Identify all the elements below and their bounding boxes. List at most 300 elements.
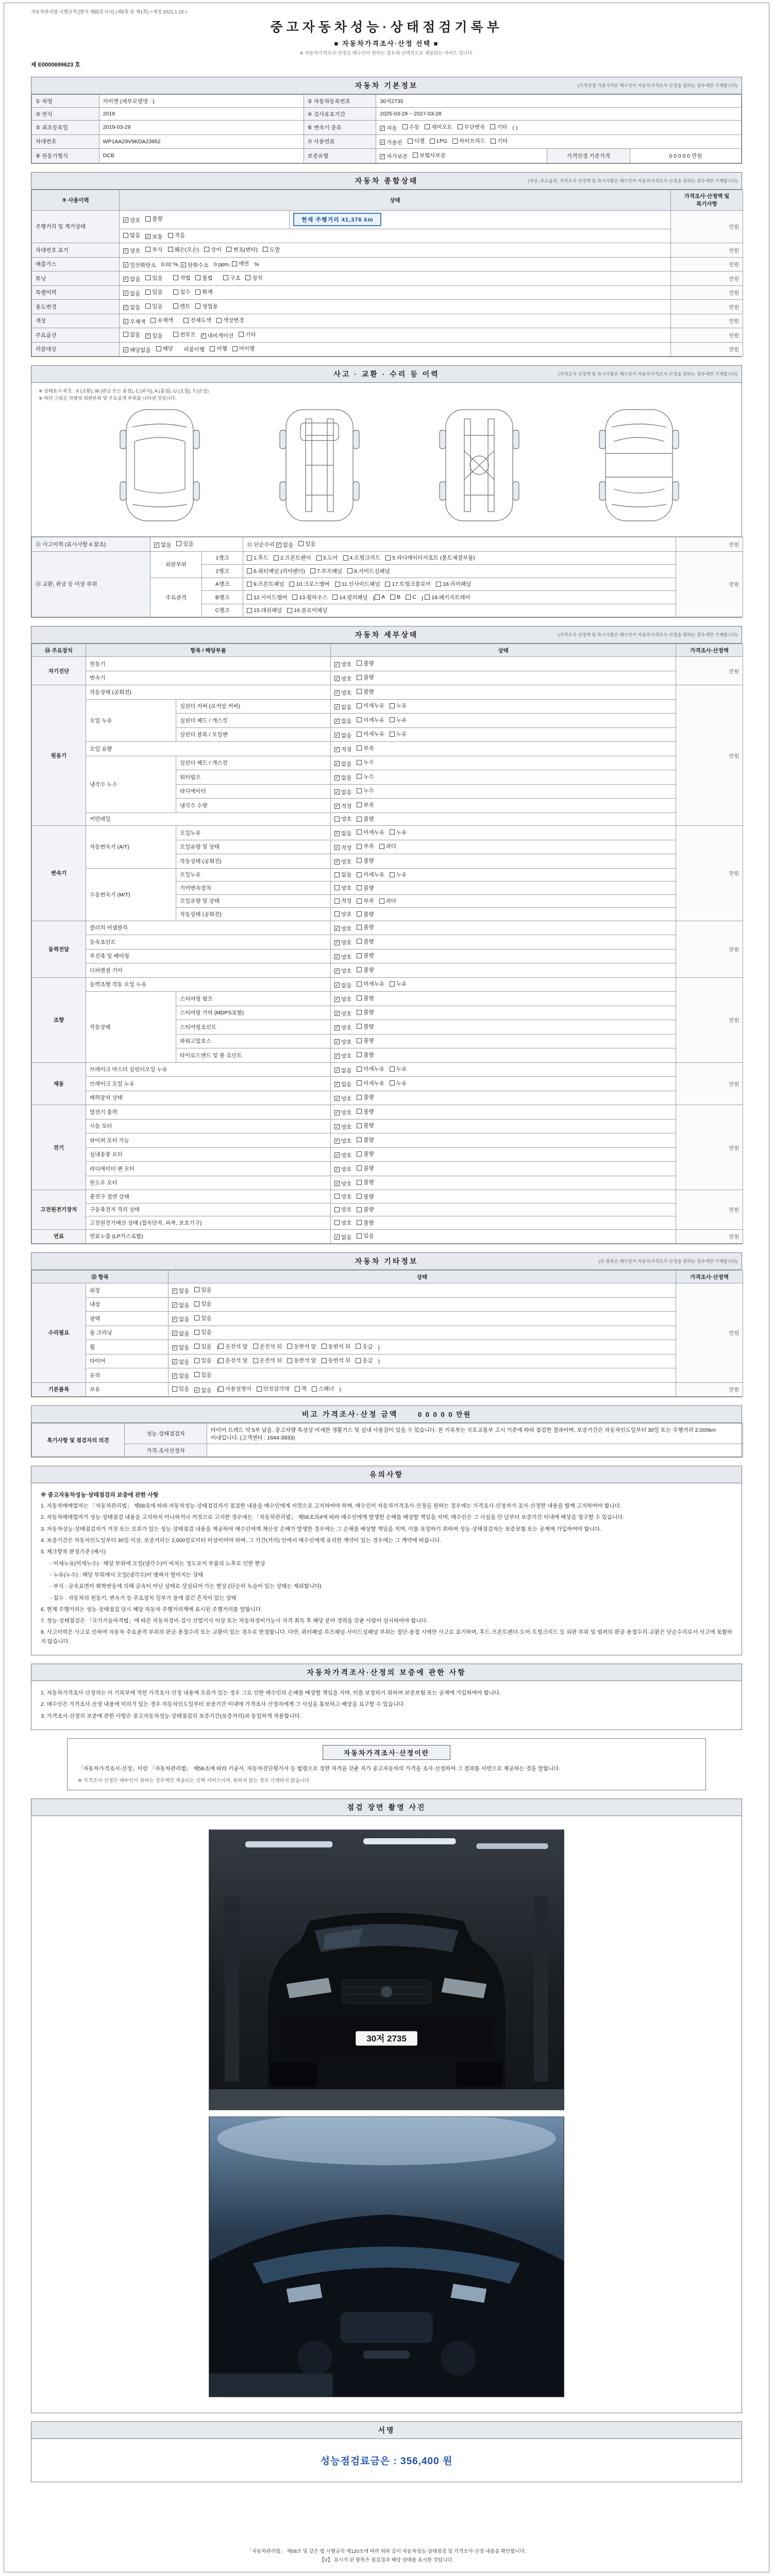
cell — [243, 578, 676, 591]
checkbox-있음[interactable] — [145, 302, 162, 310]
checkbox-양호[interactable] — [334, 925, 351, 933]
cell-text: 클러치 어셈블리 — [90, 925, 128, 931]
checkbox-유채색[interactable] — [150, 316, 173, 324]
checkbox-불량[interactable] — [357, 659, 374, 667]
checkbox-불량[interactable] — [357, 1122, 374, 1129]
checkbox-누유[interactable] — [390, 702, 407, 709]
checkbox-없음[interactable] — [172, 1287, 189, 1295]
table-row — [32, 935, 743, 950]
checkbox-있음[interactable] — [194, 1357, 211, 1364]
checkbox-부족[interactable] — [357, 801, 374, 809]
checkbox-6.쿼터패널 (리어펜더)[interactable] — [247, 567, 305, 575]
checkbox-색상변경[interactable] — [216, 316, 244, 324]
cell-text: 워터펌프 — [180, 774, 201, 781]
checkbox-누유[interactable] — [390, 730, 407, 738]
checkbox-영업용[interactable] — [195, 302, 217, 310]
checkbox-훼손(오손)[interactable] — [168, 246, 199, 253]
checkbox-양호[interactable] — [334, 967, 351, 975]
checkbox-A[interactable] — [375, 594, 385, 600]
checkbox-18.리어패널[interactable] — [436, 580, 471, 588]
table-row — [32, 1119, 743, 1133]
checkbox-많음[interactable] — [123, 231, 140, 239]
cell — [86, 921, 331, 935]
checkbox-box — [274, 555, 279, 561]
checkbox-B[interactable] — [390, 594, 400, 600]
checkbox-불량[interactable] — [357, 1051, 374, 1059]
checkbox-box: ✓ — [335, 775, 339, 780]
checkbox-누유[interactable] — [390, 828, 407, 836]
cell — [243, 591, 676, 604]
checkbox-양호[interactable] — [334, 1038, 351, 1046]
checkbox-label: 보험사보증 — [419, 152, 446, 159]
checkbox-누유[interactable] — [390, 716, 407, 724]
checkbox-양호[interactable] — [334, 1180, 351, 1188]
checkbox-없음[interactable] — [123, 303, 140, 311]
checkbox-동반석 앞[interactable] — [287, 1343, 316, 1350]
checkbox-없음[interactable] — [172, 1301, 189, 1309]
cell-text: 주요골격 — [165, 594, 187, 601]
checkbox-7.루프패널[interactable] — [310, 567, 342, 575]
checkbox-label: 있음 — [201, 1315, 212, 1321]
checkbox-5.라디에이터서포트 (볼트체결부품)[interactable] — [385, 554, 475, 562]
checkbox-불량[interactable] — [357, 1008, 374, 1016]
checkbox-14.필러패널[interactable] — [332, 594, 367, 601]
cell — [331, 882, 676, 895]
checkbox-불량[interactable] — [357, 1108, 374, 1115]
checkbox-13.휠하우스[interactable] — [292, 594, 327, 601]
checkbox-미세누유[interactable] — [357, 702, 384, 709]
checkbox-자가보증[interactable] — [380, 152, 408, 160]
checkbox-무단변속[interactable] — [458, 123, 485, 131]
checkbox-label: 있음 — [179, 1386, 190, 1392]
checkbox-적정[interactable] — [334, 897, 351, 905]
checkbox-없음[interactable] — [334, 774, 351, 782]
overall-condition-table — [31, 190, 743, 357]
section-detail-condition — [31, 626, 742, 1244]
checkbox-미세누유[interactable] — [357, 828, 384, 836]
checkbox-장치[interactable] — [245, 274, 262, 282]
checkbox-label: 있음 — [201, 1371, 212, 1378]
checkbox-양호[interactable] — [334, 953, 351, 961]
checkbox-양호[interactable] — [334, 884, 351, 892]
checkbox-운전석 뒤[interactable] — [253, 1343, 282, 1350]
section-signature — [31, 2421, 742, 2482]
checkbox-label: 불량 — [363, 660, 374, 667]
checkbox-4.트렁크리드[interactable] — [343, 554, 380, 562]
checkbox-16.플로어패널[interactable] — [287, 606, 327, 614]
checkbox-LPG[interactable] — [430, 138, 447, 144]
checkbox-양호[interactable] — [334, 1219, 351, 1227]
checkbox-label: 양호 — [341, 1193, 352, 1200]
checkbox-없음[interactable] — [154, 541, 171, 549]
checkbox-없음[interactable] — [334, 732, 351, 739]
checkbox-적법[interactable] — [173, 274, 190, 282]
checkbox-box — [232, 346, 238, 351]
checkbox-불량[interactable] — [357, 884, 374, 892]
checkbox-label: 영업용 — [202, 303, 218, 310]
checkbox-동반석 앞[interactable] — [287, 1357, 316, 1364]
cell-text: 오일 유량 — [90, 745, 112, 752]
cell — [676, 1283, 743, 1383]
cell-text: ⑥ 변속기 종류 — [307, 124, 342, 131]
checkbox-양호[interactable] — [123, 247, 140, 255]
checkbox-불법[interactable] — [195, 274, 212, 282]
checkbox-누수[interactable] — [357, 787, 374, 794]
checkbox-구조[interactable] — [223, 274, 240, 282]
checkbox-불량[interactable] — [357, 1093, 374, 1101]
checkbox-누유[interactable] — [390, 1079, 407, 1087]
checkbox-양호[interactable] — [334, 1206, 351, 1213]
checkbox-없음[interactable] — [334, 760, 351, 768]
checkbox-양호[interactable] — [334, 995, 351, 1003]
checkbox-불량[interactable] — [357, 1150, 374, 1158]
checkbox-적정[interactable] — [334, 745, 351, 753]
table-row — [32, 1297, 743, 1312]
cell-text: 윈도우 모터 — [90, 1180, 117, 1187]
checkbox-11.인사이드패널[interactable] — [335, 580, 380, 588]
checkbox-양호[interactable] — [334, 1109, 351, 1116]
checkbox-변조(변타)[interactable] — [226, 246, 258, 253]
checkbox-양호[interactable] — [334, 1123, 351, 1131]
checkbox-양호[interactable] — [334, 1193, 351, 1200]
table-row — [32, 868, 743, 882]
checkbox-label: 누유 — [396, 703, 407, 709]
cell — [86, 657, 331, 671]
cell — [86, 685, 331, 700]
checkbox-label: 불량 — [363, 1108, 374, 1115]
cell — [176, 1034, 331, 1048]
cell-text: 기본품목 — [48, 1386, 70, 1393]
checkbox-없음[interactable] — [172, 1372, 189, 1380]
checkbox-누유[interactable] — [390, 1065, 407, 1073]
cell — [331, 812, 676, 826]
checkbox-불량[interactable] — [357, 1193, 374, 1200]
checkbox-label: 불량 — [363, 1023, 374, 1030]
checkbox-미세누유[interactable] — [357, 730, 384, 738]
checkbox-불량[interactable] — [357, 910, 374, 918]
section-accident-header — [31, 366, 742, 383]
checkbox-없음[interactable] — [123, 290, 140, 297]
table-row — [32, 977, 743, 992]
checkbox-도말[interactable] — [263, 246, 280, 253]
checkbox-없음[interactable] — [123, 275, 140, 283]
checkbox-동반석 뒤[interactable] — [322, 1357, 351, 1364]
checkbox-box: ✓ — [173, 1316, 177, 1321]
checkbox-box — [357, 1080, 362, 1086]
checkbox-불량[interactable] — [357, 673, 374, 681]
cell — [169, 1340, 676, 1354]
cell — [120, 285, 671, 300]
checkbox-있음[interactable] — [194, 1371, 211, 1379]
checkbox-있음[interactable] — [194, 1328, 211, 1336]
checkbox-없음[interactable] — [172, 1330, 189, 1337]
checkbox-있음[interactable] — [194, 1300, 211, 1308]
checkbox-양호[interactable] — [334, 1095, 351, 1103]
cell — [86, 671, 331, 685]
checkbox-있음[interactable] — [176, 540, 193, 548]
checkbox-없음[interactable] — [172, 1344, 189, 1351]
checkbox-불량[interactable] — [357, 688, 374, 696]
checkbox-안전삼각대[interactable] — [257, 1385, 290, 1393]
checkbox-미이행[interactable] — [232, 345, 255, 352]
checkbox-양호[interactable] — [334, 1151, 351, 1159]
checkbox-없음[interactable] — [172, 1358, 189, 1366]
checkbox-적정[interactable] — [334, 844, 351, 852]
checkbox-없음[interactable] — [123, 331, 140, 338]
checkbox-15.대쉬패널[interactable] — [247, 606, 282, 614]
checkbox-label: C — [412, 594, 416, 600]
checkbox-label: 색상변경 — [223, 317, 244, 324]
checkbox-box: ✓ — [173, 1345, 177, 1350]
cell — [120, 243, 671, 258]
checkbox-네비게이션[interactable] — [201, 332, 234, 340]
checkbox-기타[interactable] — [239, 331, 256, 338]
checkbox-불량[interactable] — [357, 1037, 374, 1044]
table-row — [32, 108, 742, 121]
checkbox-보통[interactable] — [145, 233, 162, 241]
checkbox-8.사이드실패널[interactable] — [347, 567, 390, 575]
checkbox-box: ✓ — [173, 1373, 177, 1378]
checkbox-화재[interactable] — [195, 288, 212, 296]
checkbox-12.사이드멤버[interactable] — [247, 594, 287, 601]
definition-body: 「자동차가격조사·산정」이란 「자동차관리법」 제58조에 따라 기술사, 자동차진단평가사 등 법령으로 정한 자격을 갖춘 자가 중고자동차의 가격을 조사·산정하여 그 결과를 서면으로 제공하는 것을 말합니다. — [78, 1766, 561, 1772]
cell — [86, 1312, 169, 1326]
cell-text: 주요옵션 — [36, 332, 57, 338]
checkbox-하이브리드[interactable] — [452, 137, 485, 145]
checkbox-box — [247, 555, 252, 561]
checkbox-가솔린[interactable] — [380, 139, 402, 146]
checkbox-탄화수소[interactable] — [181, 261, 209, 269]
checkbox-과다[interactable] — [379, 897, 396, 905]
checkbox-해당없음[interactable] — [123, 346, 151, 354]
checkbox-있음[interactable] — [194, 1286, 211, 1294]
section-basic-title: 자동차 기본정보 — [355, 81, 418, 90]
checkbox-불량[interactable] — [357, 952, 374, 959]
checkbox-렌트[interactable] — [173, 302, 190, 310]
checkbox-없음[interactable] — [334, 717, 351, 725]
checkbox-9.프론트패널[interactable] — [247, 580, 284, 588]
checkbox-양호[interactable] — [334, 660, 351, 668]
checkbox-있음[interactable] — [145, 332, 162, 340]
table-row — [32, 1283, 743, 1298]
checkbox-없음[interactable] — [172, 1315, 189, 1323]
checkbox-없음[interactable] — [276, 541, 293, 549]
checkbox-1.후드[interactable] — [247, 554, 268, 562]
checkbox-불량[interactable] — [357, 966, 374, 974]
checkbox-19.패키지트레이[interactable] — [425, 594, 470, 601]
checkbox-자동[interactable] — [380, 124, 397, 132]
checkbox-양호[interactable] — [334, 1010, 351, 1018]
checkbox-양호[interactable] — [334, 675, 351, 683]
checkbox-3.도어[interactable] — [316, 554, 338, 562]
checkbox-매연[interactable] — [232, 260, 249, 267]
checkbox-부족[interactable] — [357, 842, 374, 850]
checkbox-불량[interactable] — [357, 1023, 374, 1030]
checkbox-있음[interactable] — [145, 288, 162, 296]
cell-text: 원동기 — [90, 660, 106, 667]
cell — [331, 699, 676, 714]
checkbox-양호[interactable] — [334, 1137, 351, 1145]
checkbox-양호[interactable] — [334, 815, 351, 823]
checkbox-부족[interactable] — [357, 897, 374, 905]
cell-text: 실린더 헤드 / 개스킷 — [180, 760, 228, 767]
checkbox-없음[interactable] — [334, 788, 351, 796]
checkbox-없음[interactable] — [334, 1080, 351, 1088]
checkbox-label: 하이브리드 — [459, 138, 485, 144]
checkbox-기타[interactable] — [490, 123, 507, 131]
checkbox-양호[interactable] — [334, 939, 351, 946]
checkbox-불량[interactable] — [357, 1178, 374, 1186]
checkbox-일산화탄소[interactable] — [123, 261, 156, 269]
checkbox-전체도색[interactable] — [183, 316, 211, 324]
checkbox-없음[interactable] — [334, 981, 351, 989]
checkbox-썬루프[interactable] — [173, 331, 195, 338]
checkbox-응급[interactable] — [356, 1357, 373, 1364]
checkbox-box: ✓ — [146, 333, 150, 338]
checkbox-있음[interactable] — [145, 274, 162, 282]
cell-text: 작동상태 (공회전) — [180, 858, 222, 865]
checkbox-불량[interactable] — [357, 1219, 374, 1227]
checkbox-보험사보증[interactable] — [413, 151, 446, 159]
cell — [376, 149, 547, 163]
checkbox-없음[interactable] — [334, 1066, 351, 1074]
checkbox-누수[interactable] — [357, 773, 374, 781]
checkbox-box — [390, 703, 395, 708]
checkbox-과다[interactable] — [379, 842, 396, 850]
cell-text: 가격산정 기준가격 — [566, 152, 610, 159]
table-row — [32, 285, 743, 300]
checkbox-17.트렁크플로어[interactable] — [385, 580, 430, 588]
checkbox-box — [145, 216, 150, 222]
checkbox-label: 누유 — [396, 717, 407, 723]
table-row — [32, 314, 743, 328]
checkbox-양호[interactable] — [334, 1165, 351, 1173]
checkbox-불량[interactable] — [357, 1136, 374, 1144]
checkbox-없음[interactable] — [194, 1386, 211, 1394]
checkbox-양호[interactable] — [123, 216, 140, 224]
checkbox-label: 불량 — [363, 857, 374, 864]
checkbox-미세누유[interactable] — [357, 871, 384, 878]
checkbox-box: ✓ — [335, 1180, 339, 1186]
checkbox-사용설명서[interactable] — [216, 1385, 251, 1393]
checkbox-응급[interactable] — [356, 1343, 373, 1350]
checkbox-부식[interactable] — [145, 246, 162, 253]
checkbox-label: 디젤 — [414, 138, 425, 144]
checkbox-있음[interactable] — [298, 540, 315, 548]
checkbox-이행[interactable] — [210, 345, 227, 352]
checkbox-label: 17.트렁크플로어 — [392, 581, 431, 587]
checkbox-상이[interactable] — [204, 246, 221, 253]
checkbox-box — [452, 139, 458, 144]
checkbox-box: ✓ — [335, 1053, 339, 1058]
cell-text: 자기진단 — [48, 668, 70, 674]
checkbox-적음[interactable] — [168, 231, 185, 239]
checkbox-양호[interactable] — [334, 910, 351, 918]
checkbox-양호[interactable] — [334, 1024, 351, 1031]
checkbox-해당[interactable] — [156, 345, 173, 352]
checkbox-있음[interactable] — [357, 1232, 374, 1240]
checkbox-부족[interactable] — [357, 744, 374, 752]
checkbox-불량[interactable] — [145, 215, 162, 223]
checkbox-동반석 뒤[interactable] — [322, 1343, 351, 1350]
checkbox-없음[interactable] — [334, 829, 351, 837]
checkbox-C[interactable] — [406, 594, 416, 600]
checkbox-누유[interactable] — [390, 980, 407, 988]
checkbox-적정[interactable] — [334, 802, 351, 810]
checkbox-있음[interactable] — [194, 1343, 211, 1350]
checkbox-불량[interactable] — [357, 815, 374, 823]
checkbox-box — [357, 1109, 362, 1114]
checkbox-불량[interactable] — [357, 1206, 374, 1213]
checkbox-box — [287, 1344, 292, 1349]
section-inspection-photos — [31, 1799, 742, 2413]
checkbox-운전석 앞[interactable] — [216, 1343, 248, 1350]
checkbox-label: 적법 — [180, 275, 191, 281]
cell-text: A랭크 — [215, 581, 230, 588]
checkbox-없음[interactable] — [334, 1233, 351, 1241]
checkbox-불량[interactable] — [357, 1164, 374, 1172]
table-row — [32, 921, 743, 935]
cell — [86, 1176, 331, 1190]
checkbox-누수[interactable] — [357, 758, 374, 766]
checkbox-있음[interactable] — [194, 1314, 211, 1322]
checkbox-불량[interactable] — [357, 923, 374, 931]
section-price-guarantee — [31, 1664, 742, 1730]
checkbox-스패너[interactable] — [312, 1385, 334, 1393]
checkbox-미세누유[interactable] — [357, 716, 384, 724]
checkbox-운전석 앞[interactable] — [216, 1357, 248, 1365]
checkbox-label: 미세누유 — [363, 829, 384, 836]
checkbox-침수[interactable] — [173, 288, 190, 296]
checkbox-미세누유[interactable] — [357, 1079, 384, 1087]
checkbox-없음[interactable] — [334, 871, 351, 878]
checkbox-box: ✓ — [335, 718, 339, 723]
checkbox-불량[interactable] — [357, 938, 374, 945]
checkbox-있음[interactable] — [172, 1385, 189, 1393]
checkbox-label: 운전석 뒤 — [259, 1343, 282, 1350]
table-row — [32, 756, 743, 770]
checkbox-미세누유[interactable] — [357, 980, 384, 988]
checkbox-불량[interactable] — [357, 994, 374, 1002]
checkbox-미세누유[interactable] — [357, 1065, 384, 1073]
cell-text: 오일누유 — [180, 829, 201, 836]
cell — [120, 342, 671, 357]
checkbox-불량[interactable] — [357, 857, 374, 865]
checkbox-box — [145, 303, 150, 309]
checkbox-2.프론트펜더[interactable] — [274, 554, 311, 562]
checkbox-label: 없음 — [341, 831, 352, 837]
cell-text: 0 0 0 0 0 만원 — [669, 152, 702, 159]
checkbox-box — [145, 290, 150, 295]
checkbox-10.크로스멤버[interactable] — [289, 580, 329, 588]
checkbox-누유[interactable] — [390, 871, 407, 878]
checkbox-운전석 뒤[interactable] — [253, 1357, 282, 1364]
checkbox-양호[interactable] — [334, 1052, 351, 1060]
cell-text: 리콜이행 — [178, 346, 210, 353]
checkbox-없음[interactable] — [334, 703, 351, 711]
checkbox-디젤[interactable] — [408, 137, 425, 145]
checkbox-양호[interactable] — [334, 689, 351, 697]
checkbox-기타[interactable] — [491, 137, 508, 145]
checkbox-무채색[interactable] — [123, 318, 145, 326]
checkbox-양호[interactable] — [334, 858, 351, 866]
cell — [32, 257, 120, 272]
checkbox-수동[interactable] — [402, 123, 419, 131]
checkbox-box — [156, 346, 161, 351]
checkbox-잭[interactable] — [295, 1385, 307, 1393]
checkbox-세미오토[interactable] — [425, 123, 452, 131]
cell — [331, 727, 676, 742]
